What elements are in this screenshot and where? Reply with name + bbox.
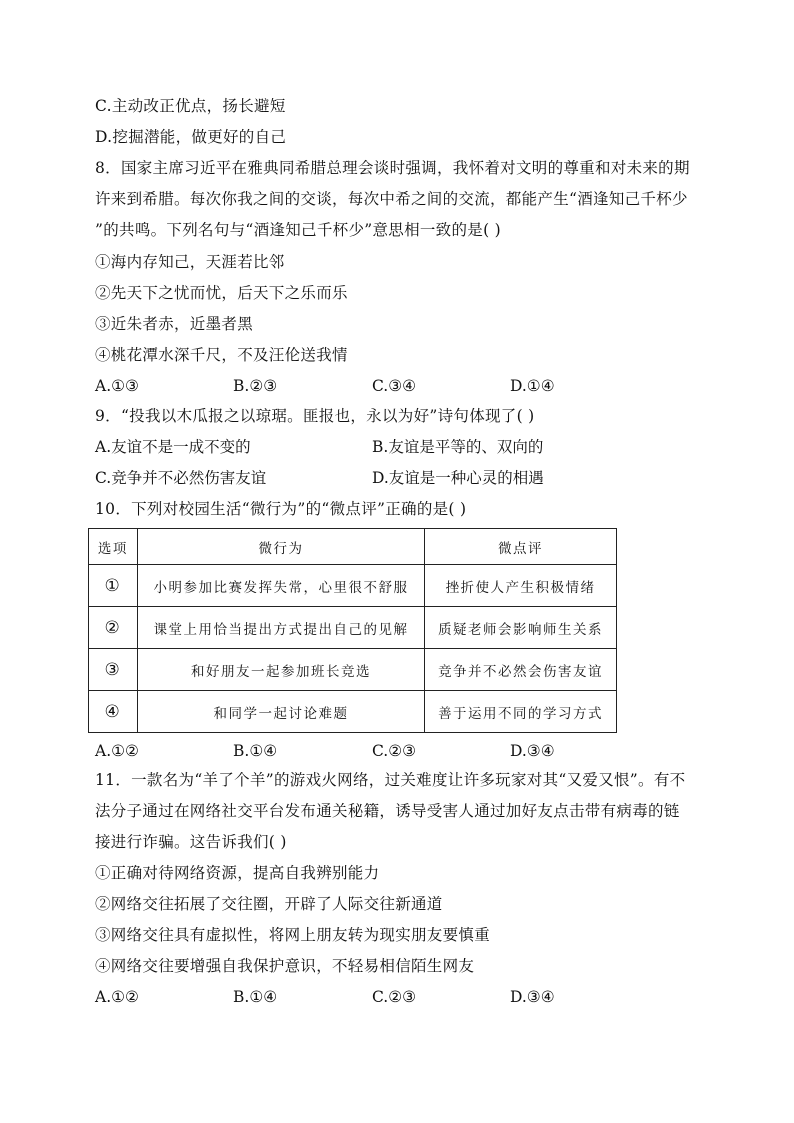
row-comment: 善于运用不同的学习方式	[425, 691, 617, 733]
q11-option-b: B.①④	[233, 988, 278, 1006]
q8-stem-line-3: ”的共鸣。下列名句与“酒逢知己千杯少”意思相一致的是( )	[95, 221, 501, 239]
q11-item-3: ③网络交往具有虚拟性，将网上朋友转为现实朋友要慎重	[95, 926, 491, 944]
q8-item-3: ③近朱者赤，近墨者黑	[95, 315, 254, 333]
row-number: ②	[89, 607, 138, 649]
table-header-row	[89, 529, 617, 565]
header-option: 选项	[89, 529, 138, 565]
q11-item-2: ②网络交往拓展了交往圈，开辟了人际交往新通道	[95, 895, 443, 913]
row-behavior: 和好朋友一起参加班长竞选	[137, 649, 424, 691]
q10-stem: 10．下列对校园生活“微行为”的“微点评”正确的是( )	[95, 500, 467, 518]
table-row	[89, 565, 617, 607]
table-row	[89, 691, 617, 733]
q10-option-d: D.③④	[510, 742, 555, 760]
q10-option-c: C.②③	[372, 742, 417, 760]
q11-option-d: D.③④	[510, 988, 555, 1006]
row-behavior: 课堂上用恰当提出方式提出自己的见解	[137, 607, 424, 649]
q8-stem-line-1: 8．国家主席习近平在雅典同希腊总理会谈时强调，我怀着对文明的尊重和对未来的期	[95, 159, 690, 177]
q8-item-4: ④桃花潭水深千尺，不及汪伦送我情	[95, 346, 348, 364]
q8-option-b: B.②③	[233, 377, 278, 395]
row-behavior: 和同学一起讨论难题	[137, 691, 424, 733]
q8-option-c: C.③④	[372, 377, 417, 395]
q11-stem-line-1: 11．一款名为“羊了个羊”的游戏火网络，过关难度让许多玩家对其“又爱又恨”。有不	[95, 771, 686, 789]
q9-option-c: C.竞争并不必然伤害友谊	[95, 469, 267, 487]
q9-option-b: B.友谊是平等的、双向的	[372, 438, 544, 456]
q10-option-b: B.①④	[233, 742, 278, 760]
q7-option-d: D.挖掘潜能，做更好的自己	[95, 128, 287, 146]
table-row	[89, 607, 617, 649]
q11-item-4: ④网络交往要增强自我保护意识，不轻易相信陌生网友	[95, 957, 475, 975]
q8-item-1: ①海内存知己，天涯若比邻	[95, 253, 285, 271]
header-behavior: 微行为	[137, 529, 424, 565]
q9-option-a: A.友谊不是一成不变的	[95, 438, 251, 456]
q8-item-2: ②先天下之忧而忧，后天下之乐而乐	[95, 284, 348, 302]
q11-item-1: ①正确对待网络资源，提高自我辨别能力	[95, 864, 380, 882]
row-comment: 质疑老师会影响师生关系	[425, 607, 617, 649]
q9-stem: 9．“投我以木瓜报之以琼琚。匪报也，永以为好”诗句体现了( )	[95, 407, 535, 425]
q10-table	[88, 528, 617, 733]
row-comment: 挫折使人产生积极情绪	[425, 565, 617, 607]
row-comment: 竞争并不必然会伤害友谊	[425, 649, 617, 691]
q8-stem-line-2: 许来到希腊。每次你我之间的交谈，每次中希之间的交流，都能产生“酒逢知己千杯少	[95, 190, 688, 208]
q7-option-c: C.主动改正优点，扬长避短	[95, 97, 286, 115]
q9-option-d: D.友谊是一种心灵的相遇	[372, 469, 544, 487]
row-number: ①	[89, 565, 138, 607]
row-number: ④	[89, 691, 138, 733]
q8-option-d: D.①④	[510, 377, 555, 395]
q10-option-a: A.①②	[95, 742, 139, 760]
q11-stem-line-2: 法分子通过在网络社交平台发布通关秘籍，诱导受害人通过加好友点击带有病毒的链	[95, 802, 680, 820]
q11-option-c: C.②③	[372, 988, 417, 1006]
row-behavior: 小明参加比赛发挥失常，心里很不舒服	[137, 565, 424, 607]
header-comment: 微点评	[425, 529, 617, 565]
q11-option-a: A.①②	[95, 988, 139, 1006]
q11-stem-line-3: 接进行诈骗。这告诉我们( )	[95, 833, 287, 851]
row-number: ③	[89, 649, 138, 691]
q8-option-a: A.①③	[95, 377, 139, 395]
table-row	[89, 649, 617, 691]
